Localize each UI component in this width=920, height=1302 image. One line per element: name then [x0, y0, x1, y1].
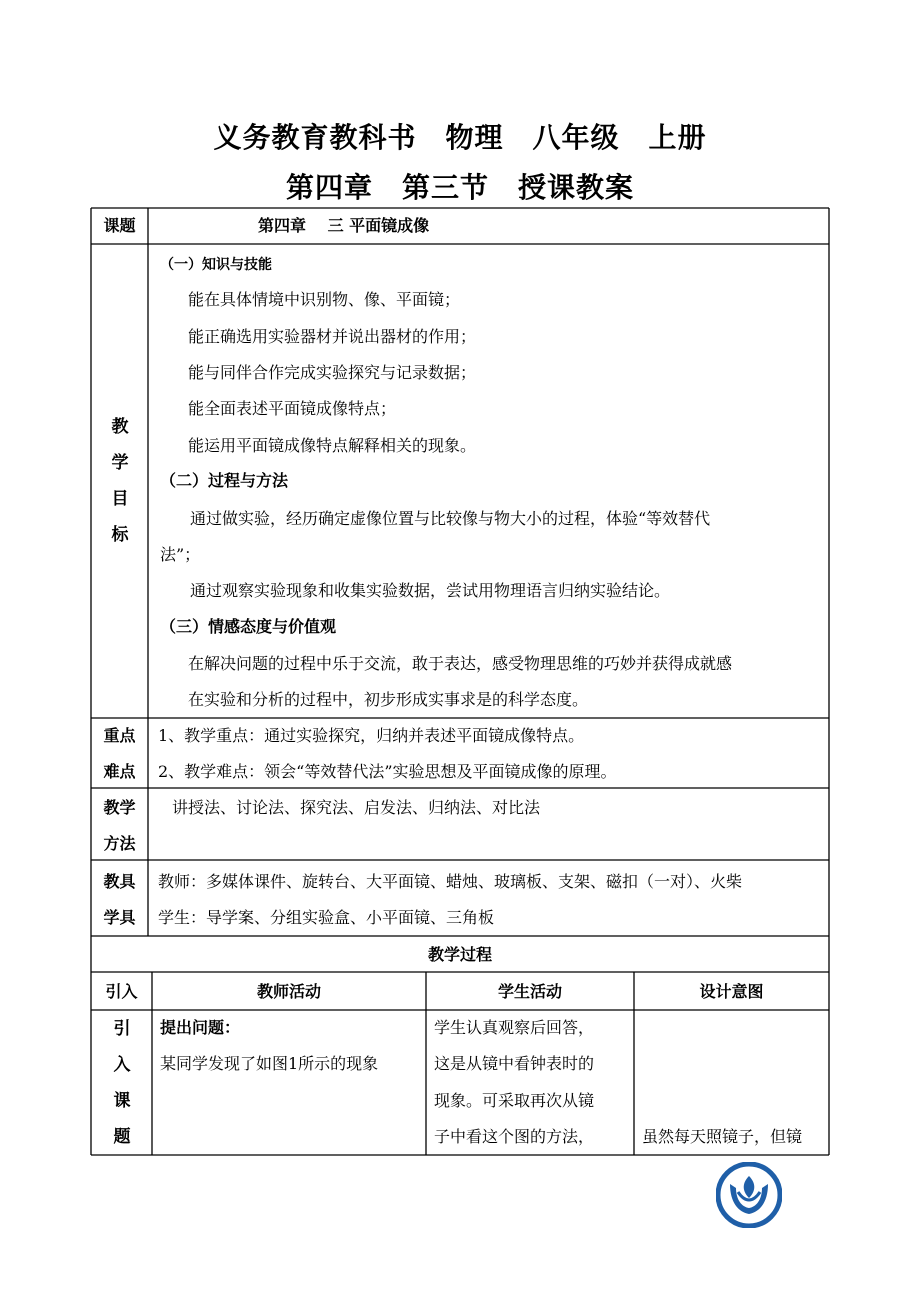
objective-item: 能正确选用实验器材并说出器材的作用； — [188, 327, 477, 346]
student-activity-line: 现象。可采取再次从镜 — [434, 1091, 595, 1110]
tools-student: 学生：导学案、分组实验盒、小平面镜、三角板 — [158, 908, 495, 927]
teacher-activity-text: 某同学发现了如图1所示的现象 — [160, 1054, 379, 1073]
attitude-line: 在解决问题的过程中乐于交流，敢于表达，感受物理思维的巧妙并获得成就感 — [188, 654, 733, 673]
objectives-label-char: 教 — [111, 417, 129, 437]
objective-item: 能与同伴合作完成实验探究与记录数据； — [188, 363, 477, 382]
objectives-label-char: 标 — [111, 525, 129, 545]
objectives-section1-heading: （一）知识与技能 — [160, 257, 272, 273]
keypoints-label-line1: 重点 — [103, 726, 136, 745]
process-method-line: 通过做实验，经历确定虚像位置与比较像与物大小的过程，体验“等效替代 — [190, 509, 711, 528]
methods-value: 讲授法、讨论法、探究法、启发法、归纳法、对比法 — [172, 798, 541, 817]
tools-label-line1: 教具 — [103, 872, 136, 891]
objectives-label — [92, 409, 148, 553]
teacher-activity-heading: 提出问题： — [160, 1018, 241, 1037]
topic-value: 第四章 三 平面镜成像 — [258, 216, 430, 235]
process-col-student: 学生活动 — [497, 982, 562, 1001]
intro-row-label-char: 题 — [113, 1127, 131, 1147]
document-title-line2: 第四章 第三节 授课教案 — [285, 171, 634, 204]
process-title: 教学过程 — [427, 945, 492, 964]
intro-row-label-char: 入 — [113, 1055, 131, 1075]
attitude-line: 在实验和分析的过程中，初步形成实事求是的科学态度。 — [188, 690, 589, 709]
process-method-line: 通过观察实验现象和收集实验数据，尝试用物理语言归纳实验结论。 — [190, 581, 671, 600]
objective-item: 能全面表述平面镜成像特点； — [188, 399, 397, 418]
student-activity-line: 学生认真观察后回答， — [434, 1018, 595, 1037]
keypoint-line: 1、教学重点：通过实验探究，归纳并表述平面镜成像特点。 — [158, 726, 585, 745]
methods-label-line1: 教学 — [103, 798, 136, 817]
objective-item: 能运用平面镜成像特点解释相关的现象。 — [188, 436, 477, 455]
keypoints-label-line2: 难点 — [103, 762, 136, 781]
process-col-design: 设计意图 — [699, 982, 764, 1001]
objectives-label-char: 学 — [111, 453, 129, 473]
intro-row-label-char: 课 — [113, 1091, 131, 1111]
tools-teacher: 教师：多媒体课件、旋转台、大平面镜、蜡烛、玻璃板、支架、磁扣（一对）、火柴 — [158, 872, 743, 891]
intro-row-label — [92, 1011, 152, 1155]
objectives-section2-heading: （二）过程与方法 — [160, 471, 289, 490]
methods-label-line2: 方法 — [103, 834, 136, 853]
process-col-teacher: 教师活动 — [256, 982, 321, 1001]
document-title-line1: 义务教育教科书 物理 八年级 上册 — [213, 121, 707, 154]
process-col-intro: 引入 — [105, 982, 138, 1001]
student-activity-line: 这是从镜中看钟表时的 — [434, 1054, 595, 1073]
intro-row-label-char: 引 — [113, 1019, 131, 1039]
topic-label: 课题 — [103, 216, 136, 235]
objectives-section3-heading: （三）情感态度与价值观 — [160, 617, 337, 636]
design-intent-text: 虽然每天照镜子，但镜 — [642, 1127, 803, 1146]
publisher-logo-icon — [716, 1162, 782, 1228]
process-method-line: 法”； — [160, 545, 201, 564]
keypoint-line: 2、教学难点：领会“等效替代法”实验思想及平面镜成像的原理。 — [158, 762, 617, 781]
objective-item: 能在具体情境中识别物、像、平面镜； — [188, 290, 461, 309]
tools-label-line2: 学具 — [103, 908, 136, 927]
student-activity-line: 子中看这个图的方法， — [434, 1127, 595, 1146]
objectives-label-char: 目 — [111, 489, 129, 509]
